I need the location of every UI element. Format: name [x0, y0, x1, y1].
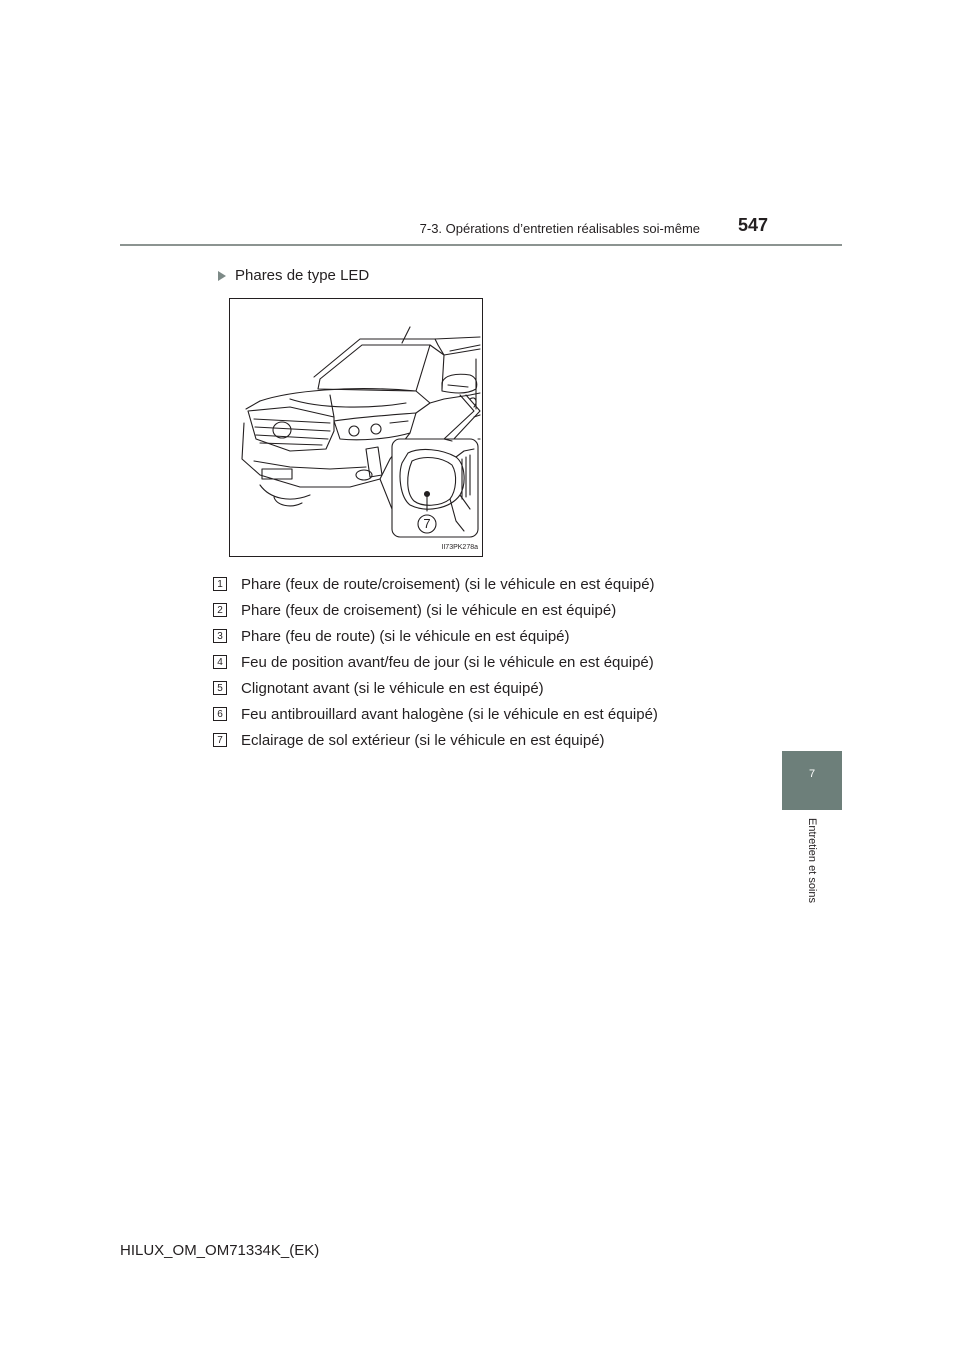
- item-number-badge: 5: [213, 681, 227, 695]
- list-item: [213, 675, 658, 701]
- item-number-badge: 2: [213, 603, 227, 617]
- item-text: Phare (feu de route) (si le véhicule en est équipé): [241, 627, 570, 645]
- item-number-badge: 6: [213, 707, 227, 721]
- item-number-badge: 1: [213, 577, 227, 591]
- chapter-title: Entretien et soins: [806, 818, 818, 903]
- item-text: Phare (feux de croisement) (si le véhicule en est équipé): [241, 601, 617, 619]
- item-text: Eclairage de sol extérieur (si le véhicule en est équipé): [241, 731, 605, 749]
- chapter-title-vertical: [803, 818, 821, 928]
- list-item: [213, 701, 658, 727]
- list-item: [213, 571, 658, 597]
- item-text: Feu de position avant/feu de jour (si le véhicule en est équipé): [241, 653, 654, 671]
- item-text: Clignotant avant (si le véhicule en est équipé): [241, 679, 544, 697]
- chapter-tab: [782, 751, 842, 810]
- footer-document-code: HILUX_OM_OM71334K_(EK): [120, 1242, 320, 1259]
- legend-list: [213, 571, 658, 753]
- chapter-number: 7: [808, 768, 816, 780]
- item-text: Feu antibrouillard avant halogène (si le véhicule en est équipé): [241, 705, 658, 723]
- subsection-title: Phares de type LED: [235, 267, 370, 284]
- item-number-badge: 3: [213, 629, 227, 643]
- callout-number-7: 7: [423, 516, 431, 531]
- header-section-title: 7-3. Opérations d’entretien réalisables soi-même: [419, 221, 700, 236]
- list-item: [213, 727, 658, 753]
- figure-id: II73PK278a: [441, 544, 478, 551]
- item-number-badge: 7: [213, 733, 227, 747]
- item-number-badge: 4: [213, 655, 227, 669]
- list-item: [213, 623, 658, 649]
- header-rule: [120, 244, 842, 246]
- list-item: [213, 649, 658, 675]
- vehicle-illustration: [229, 298, 483, 557]
- item-text: Phare (feux de route/croisement) (si le véhicule en est équipé): [241, 575, 655, 593]
- page-number: 547: [738, 215, 769, 235]
- truck-front-drawing: [230, 299, 482, 556]
- triangle-bullet-icon: [218, 271, 226, 281]
- subsection-heading: [218, 267, 369, 284]
- list-item: [213, 597, 658, 623]
